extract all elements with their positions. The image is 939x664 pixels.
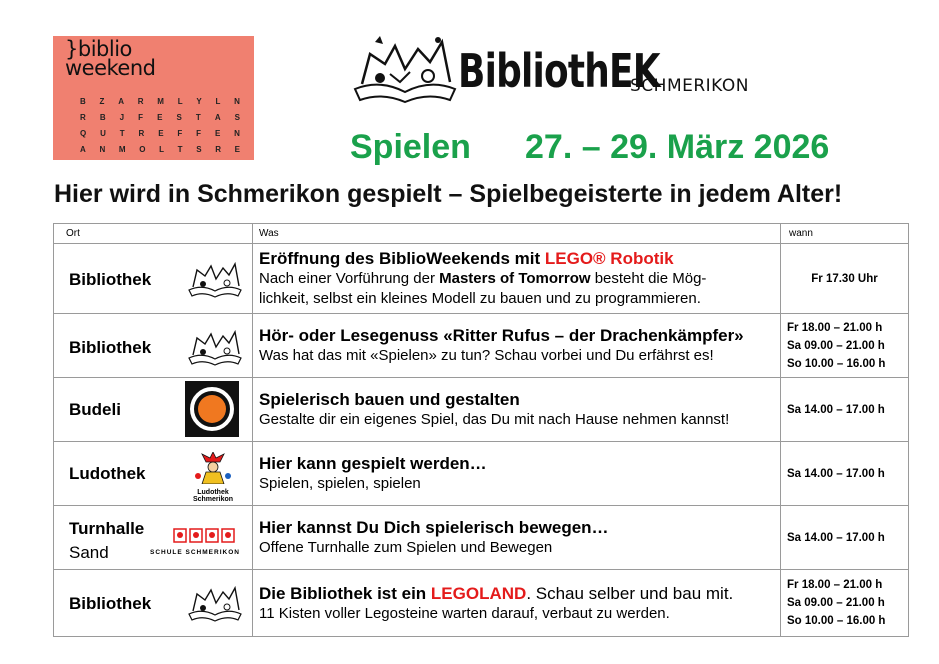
letter-grid-cell: A: [80, 145, 86, 154]
page-subtitle: Hier wird in Schmerikon gespielt – Spielbegeisterte in jedem Alter!: [54, 180, 843, 208]
letter-grid-cell: R: [80, 113, 86, 122]
letter-grid: [80, 94, 240, 158]
letter-grid-cell: F: [177, 129, 183, 138]
ort-cell: [54, 314, 253, 378]
time-slot: Sa 09.00 – 21.00 h: [787, 597, 885, 609]
was-cell: [253, 570, 781, 637]
letter-grid-cell: R: [137, 97, 144, 106]
event-title: Die Bibliothek ist ein LEGOLAND. Schau selber und bau mit.: [259, 583, 734, 603]
wann-cell: [781, 442, 909, 506]
letter-grid-row: [80, 94, 240, 110]
letter-grid-row: [80, 110, 240, 126]
wann-cell: [781, 570, 909, 637]
schule-figures-icon: [150, 528, 250, 544]
ort-name: Budeli: [69, 400, 121, 419]
letter-grid-cell: E: [158, 129, 164, 138]
table-header-row: [54, 224, 909, 244]
event-title: Eröffnung des BiblioWeekends mit LEGO® Robotik: [259, 249, 674, 268]
time-slot: So 10.00 – 16.00 h: [787, 357, 886, 370]
table-row: [54, 378, 909, 442]
book-logo-icon: [187, 328, 243, 366]
letter-grid-cell: N: [234, 129, 240, 138]
ort-cell: [54, 244, 253, 314]
table-row: [54, 244, 909, 314]
ludothek-logo-text: Ludothek Schmerikon: [192, 489, 234, 503]
time-slot: Fr 18.00 – 21.00 h: [787, 321, 883, 334]
program-table: [53, 223, 909, 637]
time-slot: So 10.00 – 16.00 h: [787, 615, 886, 627]
lego-robotik-highlight: LEGO® Robotik: [544, 249, 674, 268]
table-row: [54, 506, 909, 570]
letter-grid-cell: Z: [99, 97, 105, 106]
letter-grid-cell: F: [138, 113, 144, 122]
letter-grid-row: [80, 126, 240, 142]
ort-name: Turnhalle: [69, 519, 145, 538]
bibliothek-schmerikon-logo: [350, 32, 749, 112]
headline-dates: 27. – 29. März 2026: [525, 128, 830, 166]
was-cell: [253, 244, 781, 314]
letter-grid-cell: R: [215, 145, 221, 154]
letter-grid-cell: N: [99, 145, 106, 154]
headline-spielen: Spielen: [350, 128, 471, 166]
event-description-cont: lichkeit, selbst ein kleines Modell zu bauen und zu programmieren.: [259, 290, 701, 307]
time-slot: Sa 14.00 – 17.00 h: [787, 467, 885, 480]
letter-grid-cell: T: [177, 145, 183, 154]
event-description: Spielen, spielen, spielen: [259, 475, 421, 492]
header-was: Was: [253, 224, 781, 244]
time-slot: Sa 09.00 – 21.00 h: [787, 339, 885, 352]
time-slot: Fr 17.30 Uhr: [811, 272, 878, 285]
open-book-illustration-icon: [350, 34, 460, 106]
wann-cell: [781, 506, 909, 570]
schmerikon-wordmark: SCHMERIKON: [630, 76, 749, 96]
ort-cell: [54, 378, 253, 442]
ludothek-logo-icon: [184, 452, 242, 503]
event-description: Offene Turnhalle zum Spielen und Bewegen: [259, 539, 553, 556]
letter-grid-cell: U: [100, 129, 106, 138]
letter-grid-cell: N: [234, 97, 240, 106]
table-row: [54, 442, 909, 506]
biblioweekend-logo: [53, 36, 254, 160]
ort-cell: [54, 570, 253, 637]
ort-name: Bibliothek: [69, 594, 152, 613]
header-wann: wann: [781, 224, 909, 244]
time-slot: Fr 18.00 – 21.00 h: [787, 579, 883, 591]
wann-cell: [781, 314, 909, 378]
letter-grid-cell: E: [157, 113, 163, 122]
event-title: Hier kann gespielt werden…: [259, 454, 487, 473]
ort-name: Bibliothek: [69, 270, 152, 289]
book-logo-icon: [187, 260, 243, 298]
letter-grid-cell: T: [119, 129, 125, 138]
letter-grid-cell: L: [215, 97, 221, 106]
letter-grid-cell: M: [118, 145, 126, 154]
letter-grid-cell: E: [214, 129, 221, 138]
time-slot: Sa 14.00 – 17.00 h: [787, 531, 885, 544]
letter-grid-cell: O: [139, 145, 146, 154]
letter-grid-cell: J: [119, 113, 125, 122]
wann-cell: [781, 244, 909, 314]
was-cell: [253, 506, 781, 570]
biblioweekend-brand: }biblio weekend: [65, 37, 156, 80]
event-description: Gestalte dir ein eigenes Spiel, das Du mit nach Hause nehmen kannst!: [259, 411, 730, 428]
letter-grid-cell: A: [118, 97, 124, 106]
schule-logo-icon: [150, 528, 250, 558]
wann-cell: [781, 378, 909, 442]
was-cell: [253, 442, 781, 506]
letter-grid-cell: Y: [196, 97, 202, 106]
ort-name: Ludothek: [69, 464, 146, 483]
event-title: Spielerisch bauen und gestalten: [259, 390, 520, 409]
letter-grid-cell: S: [196, 145, 202, 154]
budeli-logo-icon: [185, 381, 239, 437]
event-description: Nach einer Vorführung der Masters of Tomorrow besteht die Mög-: [259, 270, 707, 287]
letter-grid-cell: T: [195, 113, 201, 122]
jester-figure-icon: [184, 452, 242, 484]
legoland-highlight: LEGOLAND: [430, 583, 527, 603]
was-cell: [253, 314, 781, 378]
bibliothek-wordmark: BibliothEK: [458, 44, 660, 98]
letter-grid-cell: B: [99, 113, 106, 122]
schule-logo-text: SCHULE SCHMERIKON: [150, 549, 240, 556]
header-ort: Ort: [54, 224, 253, 244]
letter-grid-row: [80, 142, 240, 158]
ort-name-sub: Sand: [69, 543, 109, 562]
time-slot: Sa 14.00 – 17.00 h: [787, 403, 885, 416]
letter-grid-cell: M: [157, 97, 164, 106]
letter-grid-cell: S: [176, 113, 182, 122]
letter-grid-cell: S: [234, 113, 240, 122]
table-row: [54, 314, 909, 378]
event-description: Was hat das mit «Spielen» zu tun? Schau vorbei und Du erfährst es!: [259, 347, 714, 364]
letter-grid-cell: B: [80, 97, 86, 106]
letter-grid-cell: E: [234, 145, 240, 154]
letter-grid-cell: A: [214, 113, 221, 122]
event-description: 11 Kisten voller Legosteine warten darauf, verbaut zu werden.: [259, 604, 670, 622]
book-logo-icon: [187, 584, 243, 622]
ort-cell: [54, 506, 253, 570]
letter-grid-cell: Q: [80, 129, 87, 138]
ort-cell: [54, 442, 253, 506]
event-title: Hier kannst Du Dich spielerisch bewegen…: [259, 518, 609, 537]
letter-grid-cell: L: [177, 97, 183, 106]
letter-grid-cell: R: [138, 129, 145, 138]
letter-grid-cell: L: [159, 145, 164, 154]
was-cell: [253, 378, 781, 442]
letter-grid-cell: F: [196, 129, 202, 138]
ort-name: Bibliothek: [69, 338, 152, 357]
table-row: [54, 570, 909, 637]
event-title: Hör- oder Lesegenuss «Ritter Rufus – der Drachenkämpfer»: [259, 326, 744, 345]
